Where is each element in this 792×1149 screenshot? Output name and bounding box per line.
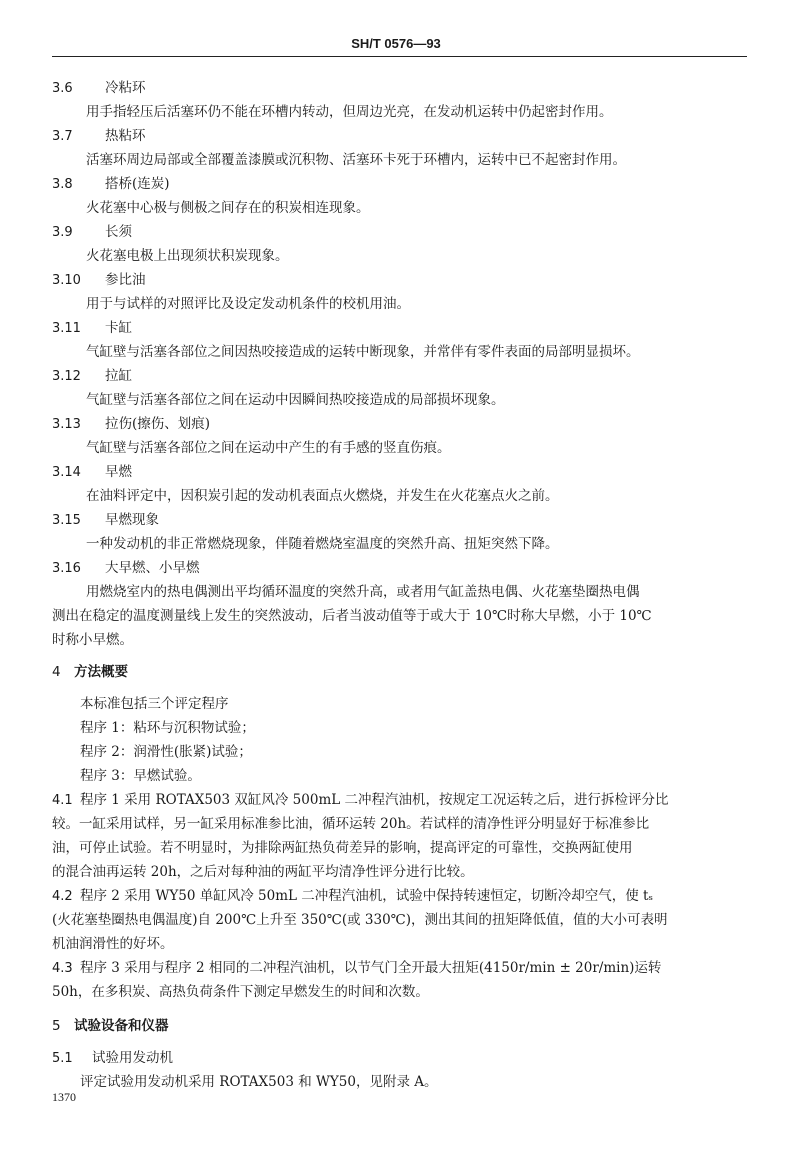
term-3-12-desc: 气缸壁与活塞各部位之间在运动中因瞬间热咬接造成的局部损坏现象。 xyxy=(86,392,505,408)
term-3-16-heading xyxy=(52,556,200,576)
term-name: 冷粘环 xyxy=(105,80,146,96)
term-number: 3.12 xyxy=(52,369,81,384)
term-number: 3.14 xyxy=(52,465,81,480)
term-name: 参比油 xyxy=(105,272,146,288)
para-4-3-line: 50h，在多积炭、高热负荷条件下测定早燃发生的时间和次数。 xyxy=(52,984,429,1000)
term-3-7-desc: 活塞环周边局部或全部覆盖漆膜或沉积物、活塞环卡死于环槽内，运转中已不起密封作用。 xyxy=(86,152,626,168)
term-3-11-desc: 气缸壁与活塞各部位之间因热咬接造成的运转中断现象，并常伴有零件表面的局部明显损坏。 xyxy=(86,344,640,360)
para-4-1-line: 的混合油再运转 20h，之后对每种油的两缸平均清净性评分进行比较。 xyxy=(52,864,474,880)
section-5-heading xyxy=(52,1014,169,1034)
term-number: 3.8 xyxy=(52,177,73,192)
term-name: 早燃现象 xyxy=(105,512,159,528)
term-3-13-desc: 气缸壁与活塞各部位之间在运动中产生的有手感的竖直伤痕。 xyxy=(86,440,451,456)
term-number: 3.9 xyxy=(52,225,73,240)
procedure-1: 程序 1：粘环与沉积物试验； xyxy=(80,720,255,736)
term-name: 搭桥(连炭) xyxy=(105,176,170,192)
term-3-10-desc: 用于与试样的对照评比及设定发动机条件的校机用油。 xyxy=(86,296,410,312)
para-number: 4.3 xyxy=(52,961,73,976)
para-4-2-line: (火花塞垫圈热电偶温度)自 200℃上升至 350℃(或 330℃)，测出其间的扭矩降低值，值的大小可表明 xyxy=(52,912,668,928)
term-name: 长须 xyxy=(105,224,132,240)
procedure-3: 程序 3：早燃试验。 xyxy=(80,768,201,784)
para-text: 程序 3 采用与程序 2 相同的二冲程汽油机，以节气门全开最大扭矩(4150r/min ± 20r/min)运转 xyxy=(80,960,662,976)
term-name: 卡缸 xyxy=(105,320,132,336)
header-rule xyxy=(52,56,747,57)
term-3-11-heading xyxy=(52,316,132,336)
section-title: 方法概要 xyxy=(74,664,128,680)
term-3-8-desc: 火花塞中心极与侧极之间存在的积炭相连现象。 xyxy=(86,200,370,216)
para-4-3-line xyxy=(52,956,661,976)
para-text: 程序 2 采用 WY50 单缸风冷 50mL 二冲程汽油机，试验中保持转速恒定，切断冷却空气，使 tₛ xyxy=(80,888,654,904)
term-number: 3.10 xyxy=(52,273,81,288)
para-number: 4.1 xyxy=(52,793,73,808)
term-3-16-line: 测出在稳定的温度测量线上发生的突然波动，后者当波动值等于或大于 10℃时称大早燃，小于 10℃ xyxy=(52,608,652,624)
term-3-8-heading xyxy=(52,172,170,192)
para-4-1-line xyxy=(52,788,669,808)
term-3-9-desc: 火花塞电极上出现须状积炭现象。 xyxy=(86,248,289,264)
para-4-1-line: 油，可停止试验。若不明显时，为排除两缸热负荷差异的影响，提高评定的可靠性，交换两缸使用 xyxy=(52,840,633,856)
para-4-2-line xyxy=(52,884,653,904)
subsection-5-1-heading xyxy=(52,1046,173,1066)
term-name: 大早燃、小早燃 xyxy=(105,560,200,576)
para-text: 程序 1 采用 ROTAX503 双缸风冷 500mL 二冲程汽油机，按规定工况运转之后，进行拆检评分比 xyxy=(80,792,669,808)
page-number: 1370 xyxy=(52,1090,76,1104)
procedure-2: 程序 2：润滑性(胀紧)试验； xyxy=(80,744,252,760)
para-4-1-line: 较。一缸采用试样，另一缸采用标准参比油，循环运转 20h。若试样的清净性评分明显好于标准参比 xyxy=(52,816,650,832)
term-3-14-desc: 在油料评定中，因积炭引起的发动机表面点火燃烧，并发生在火花塞点火之前。 xyxy=(86,488,559,504)
term-3-6-heading xyxy=(52,76,146,96)
term-number: 3.13 xyxy=(52,417,81,432)
term-number: 3.11 xyxy=(52,321,81,336)
section-4-intro: 本标准包括三个评定程序 xyxy=(80,696,229,712)
term-number: 3.7 xyxy=(52,129,73,144)
term-name: 拉缸 xyxy=(105,368,132,384)
page-header: SH/T 0576—93 xyxy=(351,36,441,51)
term-number: 3.16 xyxy=(52,561,81,576)
term-3-16-line: 时称小早燃。 xyxy=(52,632,133,648)
term-3-12-heading xyxy=(52,364,132,384)
term-number: 3.6 xyxy=(52,81,73,96)
section-4-heading xyxy=(52,660,128,680)
term-3-15-heading xyxy=(52,508,159,528)
term-3-9-heading xyxy=(52,220,132,240)
para-number: 4.2 xyxy=(52,889,73,904)
term-3-16-line: 用燃烧室内的热电偶测出平均循环温度的突然升高，或者用气缸盖热电偶、火花塞垫圈热电偶 xyxy=(86,584,640,600)
term-3-14-heading xyxy=(52,460,132,480)
subsection-number: 5.1 xyxy=(52,1051,73,1066)
section-number: 5 xyxy=(52,1018,61,1034)
term-name: 早燃 xyxy=(105,464,132,480)
subsection-5-1-text: 评定试验用发动机采用 ROTAX503 和 WY50，见附录 A。 xyxy=(80,1074,438,1090)
term-3-6-desc: 用手指轻压后活塞环仍不能在环槽内转动，但周边光亮，在发动机运转中仍起密封作用。 xyxy=(86,104,613,120)
term-3-7-heading xyxy=(52,124,146,144)
term-3-13-heading xyxy=(52,412,210,432)
term-3-15-desc: 一种发动机的非正常燃烧现象，伴随着燃烧室温度的突然升高、扭矩突然下降。 xyxy=(86,536,559,552)
term-number: 3.15 xyxy=(52,513,81,528)
term-3-10-heading xyxy=(52,268,146,288)
subsection-title: 试验用发动机 xyxy=(92,1050,173,1066)
term-name: 热粘环 xyxy=(105,128,146,144)
section-title: 试验设备和仪器 xyxy=(74,1018,169,1034)
term-name: 拉伤(擦伤、划痕) xyxy=(105,416,211,432)
section-number: 4 xyxy=(52,664,61,680)
para-4-2-line: 机油润滑性的好坏。 xyxy=(52,936,174,952)
